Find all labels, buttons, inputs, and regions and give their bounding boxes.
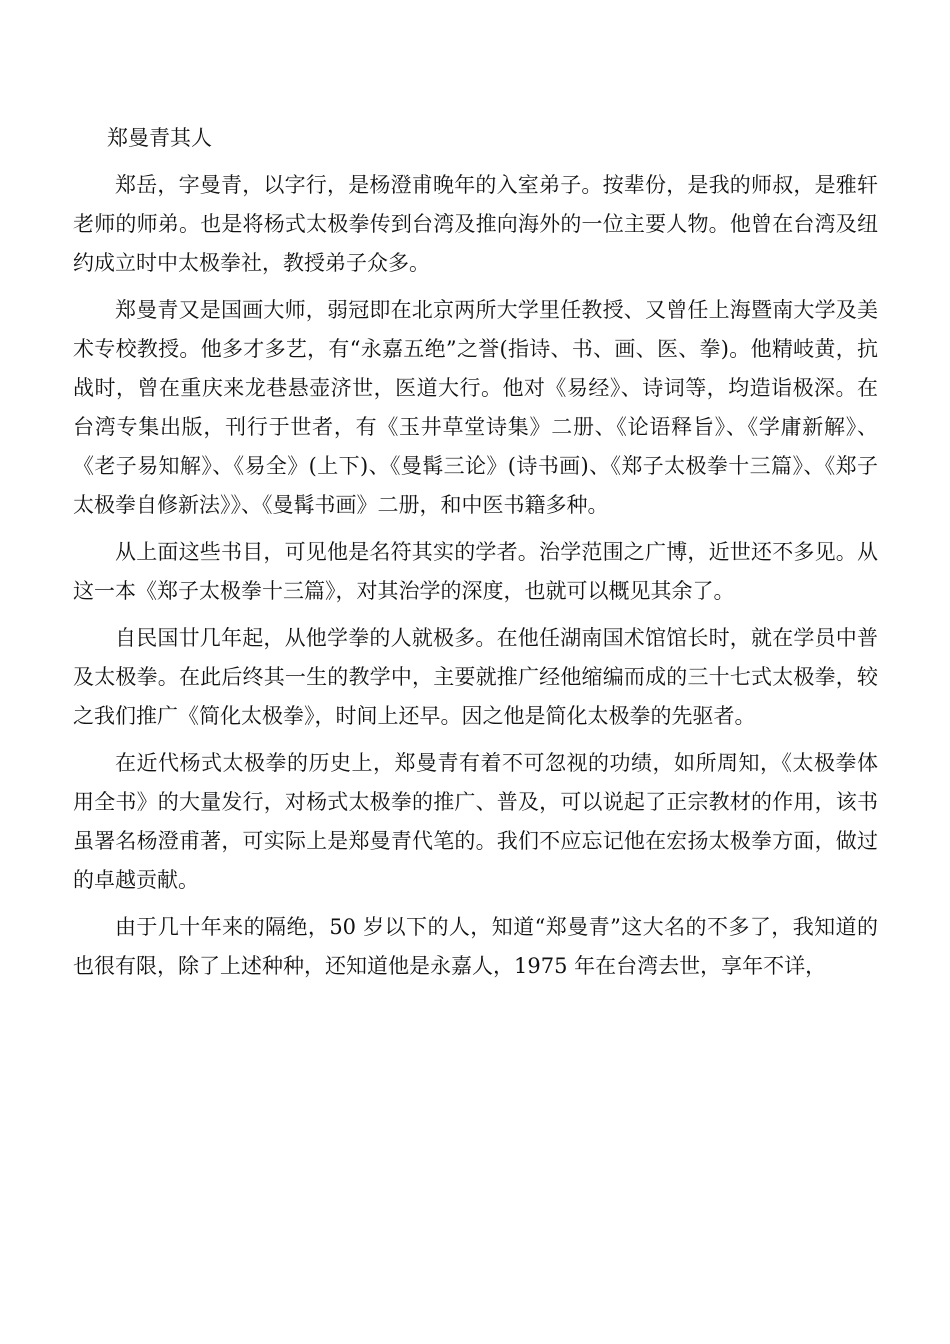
paragraph-biography: 由于几十年来的隔绝，50 岁以下的人，知道“郑曼青”这大名的不多了，我知道的也很有限，除了上述种种，还知道他是永嘉人，1975 年在台湾去世，享年不详， (73, 915, 878, 978)
paragraph-talents: 郑曼青又是国画大师，弱冠即在北京两所大学里任教授、又曾任上海暨南大学及美术专校教授。他多才多艺，有“永嘉五绝”之誉(指诗、书、画、医、拳)。他精岐黄，抗战时，曾在重庆来龙巷悬壶济世，医道大行。他对《易经》、诗词等，均造诣极深。在台湾专集出版，刊行于世者，有《玉井草堂诗集》二册、《论语释旨》、《学庸新解》、《老子易知解》、《易全》(上下)、《曼髯三论》(诗书画)、《郑子太极拳十三篇》、《郑子太极拳自修新法》》、《曼髯书画》二册，和中医书籍多种。 (73, 298, 878, 517)
paragraph-scholar: 从上面这些书目，可见他是名符其实的学者。治学范围之广博，近世还不多见。从这一本《郑子太极拳十三篇》，对其治学的深度，也就可以概见其余了。 (73, 540, 878, 603)
paragraph-intro: 郑岳，字曼青，以字行，是杨澄甫晚年的入室弟子。按辈份，是我的师叔，是雅轩老师的师弟。也是将杨式太极拳传到台湾及推向海外的一位主要人物。他曾在台湾及纽约成立时中太极拳社，教授弟子众多。 (73, 173, 878, 275)
document-body (73, 166, 878, 994)
paragraph-contribution: 在近代杨式太极拳的历史上，郑曼青有着不可忽视的功绩，如所周知，《太极拳体用全书》的大量发行，对杨式太极拳的推广、普及，可以说起了正宗教材的作用，该书虽署名杨澄甫著，可实际上是郑曼青代笔的。我们不应忘记他在宏扬太极拳方面，做过的卓越贡献。 (73, 751, 878, 892)
document-title: 郑曼青其人 (107, 126, 212, 150)
paragraph-teaching: 自民国廿几年起，从他学拳的人就极多。在他任湖南国术馆馆长时，就在学员中普及太极拳。在此后终其一生的教学中，主要就推广经他缩编而成的三十七式太极拳，较之我们推广《简化太极拳》，时间上还早。因之他是简化太极拳的先驱者。 (73, 626, 878, 728)
